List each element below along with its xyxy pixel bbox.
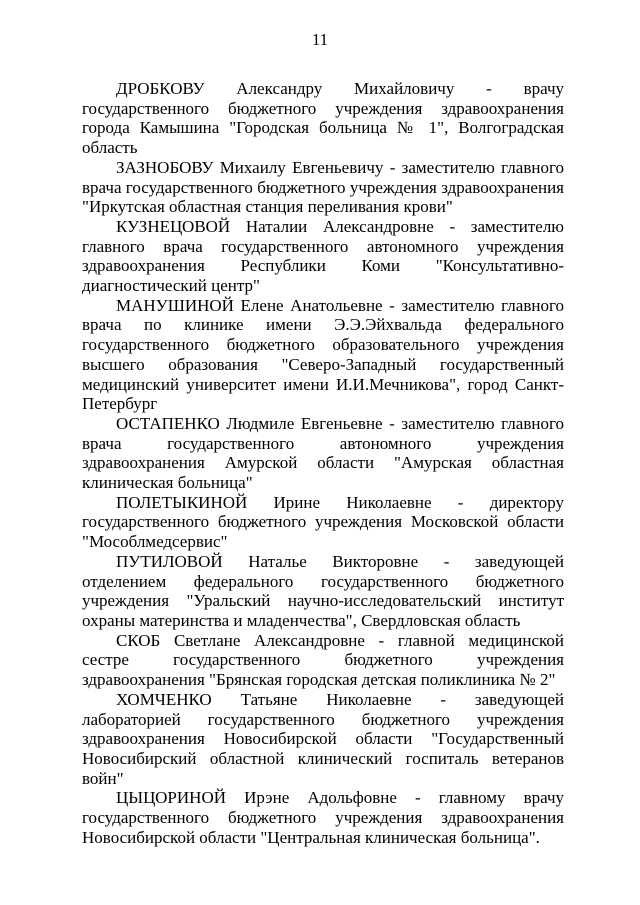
list-item: [82, 158, 564, 217]
person-details: Светлане Александровне - главной медицинской сестре государственного бюджетного учреждения здравоохранения "Брянская городская детская поликлиника № 2": [82, 630, 565, 690]
person-details: Людмиле Евгеньевне - заместителю главного врача государственного автономного учреждения здравоохранения Амурской области "Амурская областная клиническая больница": [82, 413, 564, 493]
person-details: Наталии Александровне - заместителю главного врача государственного автономного учреждения здравоохранения Республики Коми "Консультативно-диагностический центр": [82, 216, 564, 296]
list-item: [82, 631, 564, 690]
list-item: [82, 414, 564, 493]
list-item: [82, 552, 564, 631]
list-item: [82, 79, 564, 158]
person-details: Ирэне Адольфовне - главному врачу государственного бюджетного учреждения здравоохранения Новосибирской области "Центральная клиническая больница".: [82, 788, 565, 847]
person-details: Татьяне Николаевне - заведующей лабораторией государственного бюджетного учреждения здравоохранения Новосибирской области "Государственный Новосибирский областной клинический госпиталь ветеранов войн": [82, 689, 565, 788]
person-surname: ЦЫЦОРИНОЙ: [116, 788, 226, 808]
award-list: [82, 79, 564, 847]
person-details: Михаилу Евгеньевичу - заместителю главного врача государственного бюджетного учреждения здравоохранения "Иркутская областная станция переливания крови": [82, 157, 564, 217]
person-surname: ЗАЗНОБОВУ: [116, 157, 214, 177]
list-item: [82, 788, 564, 847]
person-surname: ПОЛЕТЫКИНОЙ: [116, 492, 248, 512]
person-details: Наталье Викторовне - заведующей отделением федерального государственного бюджетного учреждения "Уральский научно-исследовательский институт охраны материнства и младенчества", Свердловская область: [82, 551, 564, 630]
person-surname: СКОБ: [116, 630, 161, 650]
person-surname: ОСТАПЕНКО: [116, 413, 220, 433]
person-details: Ирине Николаевне - директору государственного бюджетного учреждения Московской области "Мособлмедсервис": [82, 492, 564, 552]
person-details: Елене Анатольевне - заместителю главного врача по клинике имени Э.Э.Эйхвальда федерального государственного бюджетного образовательного учреждения высшего образования "Северо-Западный государственный медицинский университет имени И.И.Мечникова", город Санкт-Петербург: [82, 295, 564, 414]
person-details: Александру Михайловичу - врачу государственного бюджетного учреждения здравоохранения города Камышина "Городская больница № 1", Волгоградская область: [82, 79, 565, 158]
person-surname: ДРОБКОВУ: [116, 79, 205, 98]
list-item: [82, 296, 564, 414]
list-item: [82, 690, 564, 789]
person-surname: ПУТИЛОВОЙ: [116, 551, 223, 571]
person-surname: ХОМЧЕНКО: [116, 689, 212, 709]
person-surname: КУЗНЕЦОВОЙ: [116, 216, 231, 236]
list-item: [82, 493, 564, 552]
list-item: [82, 217, 564, 296]
page-number: 11: [311, 30, 329, 49]
person-surname: МАНУШИНОЙ: [116, 295, 234, 315]
